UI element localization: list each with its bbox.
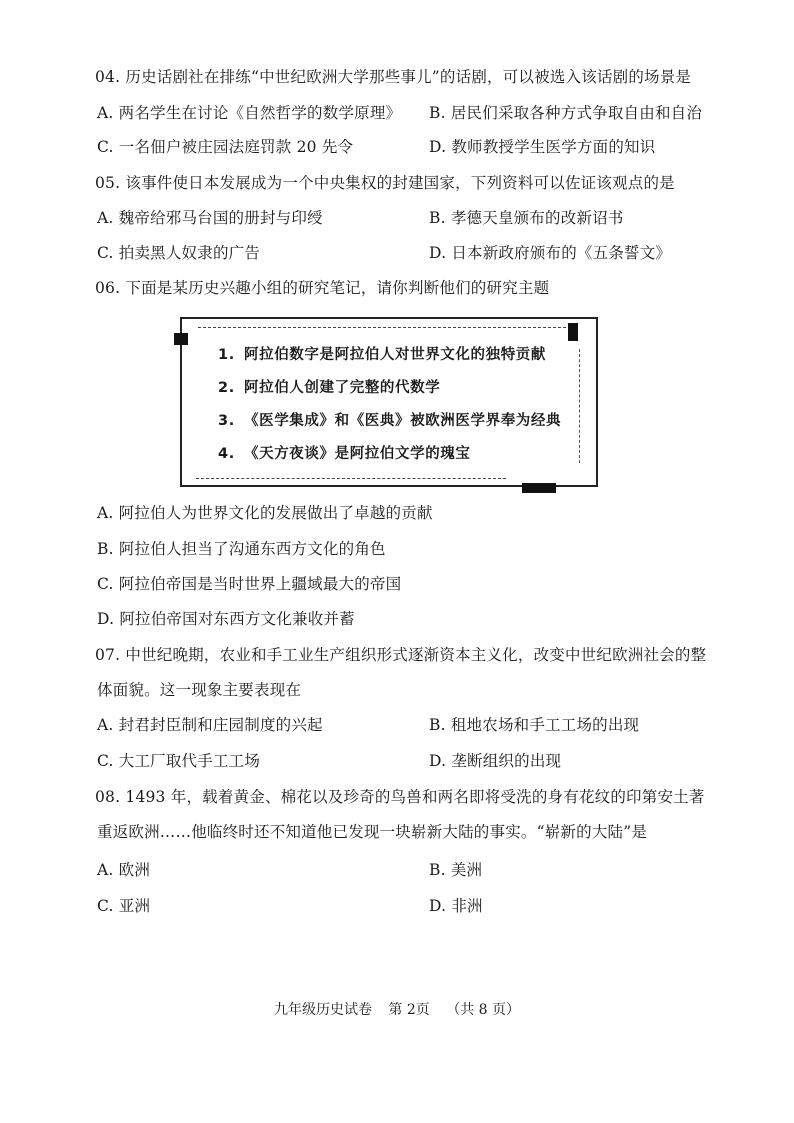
note-dashed-border-top	[198, 327, 566, 328]
page-total: （共 8 页）	[446, 1002, 521, 1018]
note-tape-bottom	[522, 483, 556, 493]
question-05-stem: 05. 该事件使日本发展成为一个中央集权的封建国家，下列资料可以佐证该观点的是	[95, 174, 675, 192]
exam-title: 九年级历史试卷	[273, 1002, 372, 1018]
question-04-option-a: A. 两名学生在讨论《自然哲学的数学原理》	[97, 104, 402, 122]
page-number: 第 2页	[388, 1002, 430, 1018]
note-item-number: 1.	[218, 347, 235, 363]
note-item-2	[218, 378, 440, 398]
note-item-text: 《天方夜谈》是阿拉伯文学的瑰宝	[244, 446, 471, 462]
note-dashed-border-bottom	[196, 478, 506, 479]
question-06-option-c: C. 阿拉伯帝国是当时世界上疆域最大的帝国	[97, 575, 402, 593]
question-08-stem-line1: 08. 1493 年，载着黄金、棉花以及珍奇的鸟兽和两名即将受洗的身有花纹的印第安土著	[95, 788, 705, 806]
question-04-option-d: D. 教师教授学生医学方面的知识	[429, 138, 656, 156]
question-04-stem: 04. 历史话剧社在排练“中世纪欧洲大学那些事儿”的话剧，可以被选入该话剧的场景是	[95, 68, 692, 86]
question-05-option-c: C. 拍卖黑人奴隶的广告	[97, 244, 261, 262]
question-08-option-d: D. 非洲	[429, 897, 483, 915]
note-item-number: 3.	[218, 413, 235, 429]
question-06-option-a: A. 阿拉伯人为世界文化的发展做出了卓越的贡献	[97, 504, 433, 522]
question-05-option-b: B. 孝德天皇颁布的改新诏书	[429, 209, 624, 227]
question-06-option-b: B. 阿拉伯人担当了沟通东西方文化的角色	[97, 540, 386, 558]
question-08-option-c: C. 亚洲	[97, 897, 151, 915]
note-item-number: 2.	[218, 380, 235, 396]
note-item-4	[218, 444, 471, 464]
page-footer	[0, 1000, 794, 1020]
question-06-stem: 06. 下面是某历史兴趣小组的研究笔记，请你判断他们的研究主题	[95, 279, 550, 297]
question-06-option-d: D. 阿拉伯帝国对东西方文化兼收并蓄	[97, 610, 355, 628]
question-08-option-b: B. 美洲	[429, 861, 483, 879]
question-07-option-d: D. 垄断组织的出现	[429, 752, 562, 770]
question-07-option-a: A. 封君封臣制和庄园制度的兴起	[97, 716, 323, 734]
note-item-text: 阿拉伯人创建了完整的代数学	[244, 380, 441, 396]
question-07-option-c: C. 大工厂取代手工工场	[97, 752, 261, 770]
question-05-option-a: A. 魏帝给邪马台国的册封与印绶	[97, 209, 323, 227]
note-tape-right	[568, 323, 578, 341]
note-item-text: 阿拉伯数字是阿拉伯人对世界文化的独特贡献	[244, 347, 546, 363]
note-tape-left	[174, 333, 188, 345]
question-07-stem-line1: 07. 中世纪晚期，农业和手工业生产组织形式逐渐资本主义化，改变中世纪欧洲社会的整	[95, 646, 707, 664]
note-dashed-border-right	[579, 349, 580, 463]
note-item-number: 4.	[218, 446, 235, 462]
question-07-option-b: B. 租地农场和手工工场的出现	[429, 716, 640, 734]
question-08-option-a: A. 欧洲	[97, 861, 151, 879]
question-04-option-b: B. 居民们采取各种方式争取自由和自治	[429, 104, 703, 122]
question-04-option-c: C. 一名佃户被庄园法庭罚款 20 先令	[97, 138, 354, 156]
note-item-text: 《医学集成》和《医典》被欧洲医学界奉为经典	[244, 413, 562, 429]
note-item-3	[218, 411, 561, 431]
research-notes-box	[180, 317, 598, 487]
question-07-stem-line2: 体面貌。这一现象主要表现在	[97, 681, 302, 699]
question-05-option-d: D. 日本新政府颁布的《五条誓文》	[429, 244, 672, 262]
question-08-stem-line2: 重返欧洲……他临终时还不知道他已发现一块崭新大陆的事实。“崭新的大陆”是	[97, 823, 648, 841]
note-item-1	[218, 345, 546, 365]
